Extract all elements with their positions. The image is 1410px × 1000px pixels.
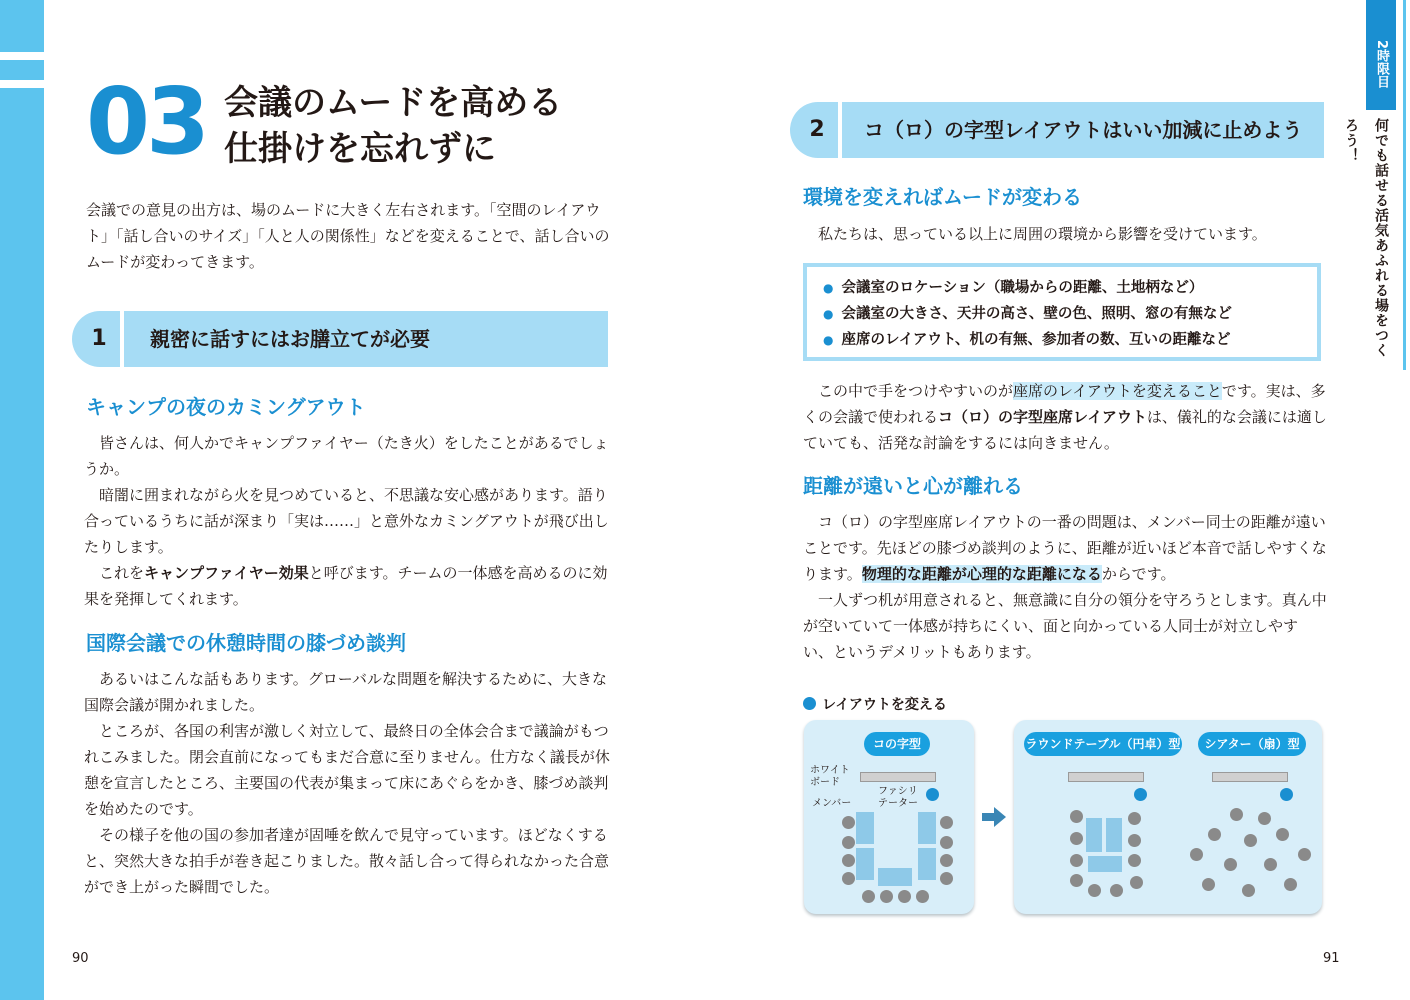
member-seat — [898, 890, 911, 903]
member-seat — [1070, 854, 1083, 867]
bold-term: コ（ロ）の字型座席レイアウト — [938, 408, 1147, 426]
page-number-right: 91 — [1323, 951, 1340, 966]
bullet-dot-icon: ● — [823, 307, 834, 321]
page-number-left: 90 — [72, 951, 89, 966]
section-1-bar — [72, 311, 608, 367]
member-seat — [1070, 810, 1083, 823]
desk — [856, 812, 874, 844]
member-seat — [1070, 874, 1083, 887]
label-line: ボード — [810, 777, 840, 788]
audience-seat — [1224, 858, 1237, 871]
label-line: テーター — [878, 798, 918, 809]
chapter-title-line1: 会議のムードを高める — [224, 83, 563, 123]
label-line: ファシリ — [878, 786, 918, 797]
paragraph: 暗闇に囲まれながら火を見つめていると、不思議な安心感があります。語り合っているうちに話が深まり「実は……」と意外なカミングアウトが飛び出したりします。 — [84, 486, 609, 556]
paragraph: その様子を他の国の参加者達が固唾を飲んで見守っています。ほどなくすると、突然大きな拍手が巻き起こりました。散々話し合って得られなかった合意ができ上がった瞬間でした。 — [84, 826, 610, 896]
facilitator-seat — [1134, 788, 1147, 801]
paragraph — [803, 509, 1327, 587]
chapter-number: 03 — [86, 68, 207, 175]
audience-seat — [1298, 848, 1311, 861]
desk — [1106, 818, 1122, 852]
intro-text: 会議での意見の出方は、場のムードに大きく左右されます。「空間のレイアウト」「話し合いのサイズ」「人と人の関係性」などを変えることで、話し合いのムードが変わってきます。 — [86, 201, 610, 271]
paragraph — [803, 378, 1327, 456]
text-run: これを — [99, 564, 145, 582]
member-seat — [1130, 876, 1143, 889]
environment-text — [803, 221, 1327, 247]
audience-seat — [1242, 884, 1255, 897]
subheading-environment: 環境を変えればムードが変わる — [803, 185, 1082, 209]
audience-seat — [1190, 848, 1203, 861]
member-seat — [1088, 884, 1101, 897]
bullet-text: 会議室のロケーション（職場からの距離、土地柄など） — [841, 280, 1204, 296]
desk — [918, 848, 936, 880]
u-shape-panel — [804, 720, 974, 914]
member-seat — [1128, 812, 1141, 825]
distance-text — [803, 509, 1327, 665]
layout-text — [803, 378, 1327, 456]
desk — [918, 812, 936, 844]
bullet-item — [823, 327, 1317, 353]
chapter-title-line2: 仕掛けを忘れずに — [224, 129, 496, 169]
whiteboard — [1212, 772, 1288, 782]
round-theater-panel — [1014, 720, 1322, 914]
member-seat — [1128, 834, 1141, 847]
audience-seat — [1230, 808, 1243, 821]
highlight: 物理的な距離が心理的な距離になる — [861, 565, 1102, 583]
whiteboard — [860, 772, 936, 782]
text-run: コ（ロ）の字型座席レイアウトの一番の問題は、メンバー同士の距離が遠いことです。先ほどの膝づめ談判のように、距離が近いほど本音で話しやすくなります。 — [803, 513, 1327, 583]
layout-pill-theater: シアター（扇）型 — [1198, 732, 1306, 756]
member-seat — [916, 890, 929, 903]
desk — [1086, 818, 1102, 852]
member-seat — [1110, 884, 1123, 897]
conference-text — [84, 666, 610, 900]
bullet-item — [823, 275, 1317, 301]
audience-seat — [1208, 828, 1221, 841]
facilitator-label — [878, 786, 918, 810]
edge-notch — [0, 80, 44, 88]
text-run: は、儀礼的な会議には適していても、活発な討論をするには向きません。 — [803, 408, 1327, 452]
bullet-text: 座席のレイアウト、机の有無、参加者の数、互いの距離など — [841, 332, 1231, 348]
layout-pill-round: ラウンドテーブル（円卓）型 — [1024, 732, 1182, 756]
bullet-dot-icon: ● — [823, 281, 834, 295]
bold-term: キャンプファイヤー効果 — [144, 564, 309, 582]
section-title: 親密に話すにはお膳立てが必要 — [124, 311, 608, 367]
label-line: ホワイト — [810, 765, 850, 776]
camp-text — [84, 430, 610, 612]
audience-seat — [1276, 828, 1289, 841]
member-seat — [940, 872, 953, 885]
chapter-side-tab — [1343, 0, 1410, 370]
audience-seat — [1244, 834, 1257, 847]
member-seat — [880, 890, 893, 903]
member-seat — [842, 816, 855, 829]
paragraph: ところが、各国の利害が激しく対立して、最終日の全体会合まで議論がもつれこみました。閉会直前になってもまだ合意に至りません。仕方なく議長が休憩を宣言したところ、主要国の代表が集まって床にあぐらをかき、膝づめ談判を始めたのです。 — [84, 722, 610, 818]
whiteboard-label — [810, 765, 850, 789]
bullet-item — [823, 301, 1317, 327]
member-seat — [842, 836, 855, 849]
subheading-distance: 距離が遠いと心が離れる — [803, 474, 1023, 498]
chapter-title — [224, 80, 562, 172]
arrow-svg — [982, 807, 1006, 827]
figure-caption — [803, 694, 947, 714]
side-tab-text: 何でも話せる活気あふれる場をつくろう！ — [1343, 118, 1389, 358]
facilitator-seat — [926, 788, 939, 801]
member-seat — [1128, 854, 1141, 867]
audience-seat — [1284, 878, 1297, 891]
desk — [856, 848, 874, 880]
period-tab: 2時限目 — [1366, 0, 1396, 110]
desk — [1088, 856, 1122, 872]
paragraph: あるいはこんな話もあります。グローバルな問題を解決するために、大きな国際会議が開かれました。 — [84, 670, 608, 714]
caption-text: レイアウトを変える — [822, 697, 947, 713]
paragraph: 皆さんは、何人かでキャンプファイヤー（たき火）をしたことがあるでしょうか。 — [84, 434, 609, 478]
member-seat — [940, 836, 953, 849]
member-seat — [842, 854, 855, 867]
member-seat — [940, 854, 953, 867]
bullet-dot-icon: ● — [823, 333, 834, 347]
text-run: です。実は、多くの会議で使われる — [803, 382, 1326, 426]
member-seat — [842, 872, 855, 885]
text-run: からです。 — [1101, 565, 1176, 583]
bullet-text: 会議室の大きさ、天井の高さ、壁の色、照明、窓の有無など — [841, 306, 1232, 322]
paragraph: 私たちは、思っている以上に周囲の環境から影響を受けています。 — [818, 225, 1267, 243]
section-number: 2 — [790, 102, 838, 158]
audience-seat — [1264, 858, 1277, 871]
member-seat — [940, 816, 953, 829]
member-label: メンバー — [812, 798, 852, 809]
subheading-camp: キャンプの夜のカミングアウト — [86, 395, 366, 419]
paragraph — [84, 560, 610, 612]
facilitator-seat — [1280, 788, 1293, 801]
edge-band — [0, 0, 44, 1000]
audience-seat — [1202, 878, 1215, 891]
caption-dot-icon — [803, 697, 816, 710]
edge-notch — [0, 52, 44, 60]
subheading-conference: 国際会議での休憩時間の膝づめ談判 — [86, 631, 406, 655]
section-title: コ（ロ）の字型レイアウトはいい加減に止めよう — [842, 102, 1324, 158]
member-seat — [862, 890, 875, 903]
layout-pill-u: コの字型 — [864, 732, 930, 756]
section-2-bar — [790, 102, 1324, 158]
tab-line — [1403, 0, 1406, 370]
text-run: この中で手をつけやすいのが — [818, 382, 1014, 400]
section-number: 1 — [72, 311, 120, 367]
text-run: と呼びます。チームの一体感を高めるのに効果を発揮してくれます。 — [84, 564, 608, 608]
environment-bullet-box — [803, 263, 1321, 361]
highlight: 座席のレイアウトを変えること — [1013, 382, 1222, 400]
audience-seat — [1258, 812, 1271, 825]
desk — [878, 868, 912, 886]
member-seat — [1070, 832, 1083, 845]
whiteboard — [1068, 772, 1144, 782]
paragraph: 一人ずつ机が用意されると、無意識に自分の領分を守ろうとします。真ん中が空いていて一体感が持ちにくい、面と向かっている人同士が対立しやすい、というデメリットもあります。 — [803, 591, 1327, 661]
